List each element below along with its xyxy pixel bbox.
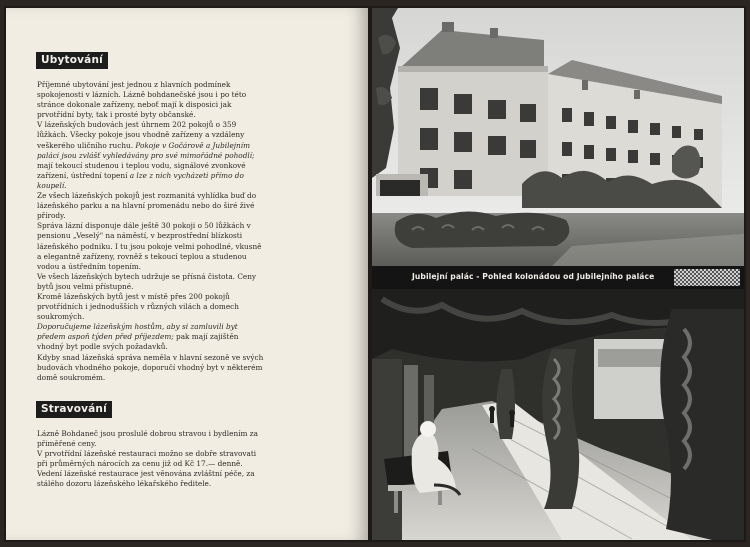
paragraph: Příjemné ubytování jest jednou z hlavních podmínek spokojenosti v lázních. Lázně bohdanečské jsou i po této stránce dokonale zařízeny, neboť mají k disposici jak prvotřídní byty, tak i prosté byty občanské.: [37, 80, 247, 120]
book-spread: [4, 6, 746, 542]
paragraph: V prvotřídní lázeňské restauraci možno se dobře stravovati při průměrných nárocích za cenu již od Kč 17.— denně.: [37, 449, 257, 469]
left-page: [6, 8, 368, 540]
paragraph: Vedení lázeňské restaurace jest věnována zvláštní péče, za stálého dozoru lázeňského lékařského ředitele.: [37, 469, 255, 489]
building-photo: [372, 8, 744, 266]
paragraph: Doporučujeme lázeňským hostům, aby si zamluvili byt předem aspoň týden před příjezdem; pak mají zajištěn vhodný byt podle svých požadavků.: [37, 322, 239, 352]
right-page: [372, 8, 744, 540]
halftone-pattern: [674, 269, 740, 286]
section-heading-accommodation: Ubytování: [36, 52, 108, 69]
paragraph: Lázně Bohdaneč jsou proslulé dobrou stravou i bydlením za přiměřené ceny.: [37, 429, 258, 449]
section-heading-dining: Stravování: [36, 401, 112, 418]
colonnade-photo: [372, 289, 744, 540]
paragraph: Ze všech lázeňských pokojů jest rozmanitá vyhlídka buď do lázeňského parku a na hlavní promenádu nebo do širé živé přírody.: [37, 191, 257, 221]
paragraph: Správa lázní disponuje dále ještě 30 pokoji o 50 lůžkách v pensionu „Veselý" na náměstí, v bezprostřední blízkosti lázeňského podniku. I tu jsou pokoje velmi pohodlné, vkusně a elegantně zařízeny, rovněž s tekoucí teplou a studenou vodou a ústředním topením.: [37, 221, 262, 271]
accommodation-text: [37, 80, 267, 383]
photo-caption-bar: [372, 266, 744, 289]
paragraph: Kdyby snad lázeňská správa neměla v hlavní sezoně ve svých budovách vhodného pokoje, doporučí vhodný byt v některém domě soukromém.: [37, 352, 264, 382]
paragraph: Ve všech lázeňských bytech udržuje se přísná čistota. Ceny bytů jsou velmi přístupné.: [37, 271, 257, 291]
dining-text: [37, 429, 267, 490]
photo-caption: Jubilejní palác - Pohled kolonádou od Jubilejního paláce: [412, 272, 655, 281]
paragraph: V lázeňských budovách jest úhrnem 202 pokojů o 359 lůžkách. Všecky pokoje jsou vhodně zařízeny a vzdáleny veškerého uličního ruchu. Pokoje v Gočárově a Jubilejním paláci jsou zvlášť vyhledávány pro své mimořádné pohodlí; mají tekoucí studenou i teplou vodu, signálové zvonkové zařízení, ústřední topení a lze z nich vycházeti přímo do koupelí.: [37, 120, 255, 190]
paragraph: Kromě lázeňských bytů jest v místě přes 200 pokojů prvotřídních i jednodušších v různých vilách a domech soukromých.: [37, 291, 239, 322]
